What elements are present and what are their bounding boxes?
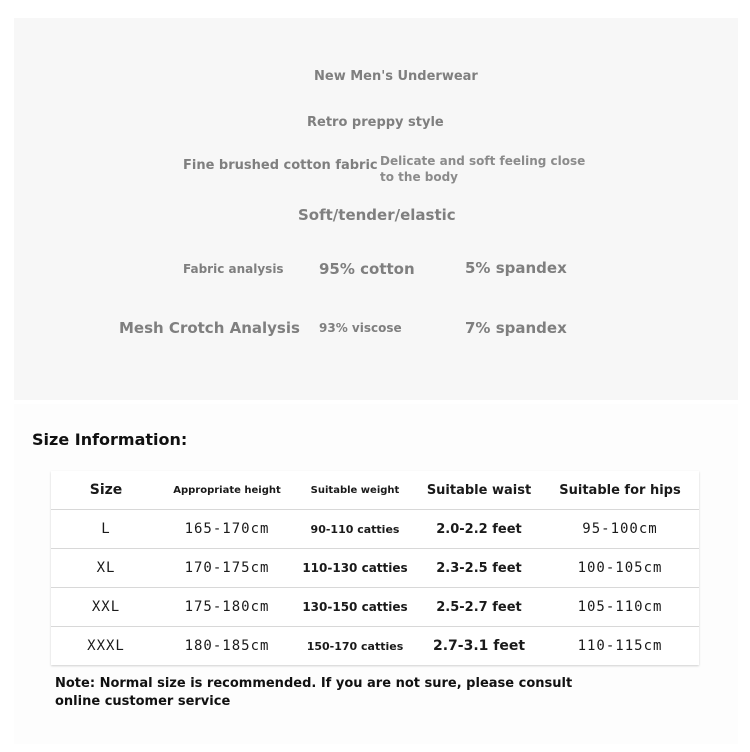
cell-waist: 2.7-3.1 feet xyxy=(432,638,526,654)
cell-weight: 150-170 catties xyxy=(306,639,404,653)
fabric-cotton-value: 95% cotton xyxy=(319,260,415,278)
cell-height: 170-175cm xyxy=(161,549,293,588)
cell-waist: 2.5-2.7 feet xyxy=(417,588,541,627)
cell-weight: 130-150 catties xyxy=(293,588,417,627)
cell-hips: 105-110cm xyxy=(541,588,699,627)
feel-text: Delicate and soft feeling close to the body xyxy=(380,154,586,184)
cell-hips: 95-100cm xyxy=(541,510,699,549)
cell-weight: 110-130 catties xyxy=(293,549,417,588)
cell-size: L xyxy=(51,510,161,549)
cell-size: XL xyxy=(51,549,161,588)
table-header-row xyxy=(51,471,699,510)
table-row xyxy=(51,549,699,588)
fabric-spandex-value: 5% spandex xyxy=(465,259,567,277)
cell-weight: 90-110 catties xyxy=(293,510,417,549)
table-row xyxy=(51,510,699,549)
table-row xyxy=(51,588,699,627)
product-title: New Men's Underwear xyxy=(314,69,478,84)
cell-size: XXL xyxy=(51,588,161,627)
size-note: Note: Normal size is recommended. If you are not sure, please consult online customer service xyxy=(55,676,573,709)
mesh-viscose-value: 93% viscose xyxy=(319,321,402,335)
header-height: Appropriate height xyxy=(161,471,293,510)
cell-waist: 2.3-2.5 feet xyxy=(417,549,541,588)
header-hips: Suitable for hips xyxy=(541,471,699,510)
cell-height: 180-185cm xyxy=(184,638,270,654)
fabric-analysis-label: Fabric analysis xyxy=(183,262,284,276)
cell-hips: 100-105cm xyxy=(541,549,699,588)
size-table xyxy=(51,471,699,665)
style-text: Retro preppy style xyxy=(307,115,444,130)
cell-waist: 2.0-2.2 feet xyxy=(417,510,541,549)
cell-height: 165-170cm xyxy=(161,510,293,549)
header-waist: Suitable waist xyxy=(417,471,541,510)
header-weight: Suitable weight xyxy=(293,471,417,510)
cell-height: 175-180cm xyxy=(161,588,293,627)
properties-text: Soft/tender/elastic xyxy=(298,206,456,224)
mesh-analysis-label: Mesh Crotch Analysis xyxy=(119,319,300,337)
size-info-title: Size Information: xyxy=(32,430,188,449)
mesh-spandex-value: 7% spandex xyxy=(465,319,567,337)
fabric-text: Fine brushed cotton fabric xyxy=(183,158,378,173)
cell-hips: 110-115cm xyxy=(577,638,663,654)
header-size: Size xyxy=(51,471,161,510)
cell-size: XXXL xyxy=(87,638,125,654)
table-row xyxy=(51,627,699,666)
